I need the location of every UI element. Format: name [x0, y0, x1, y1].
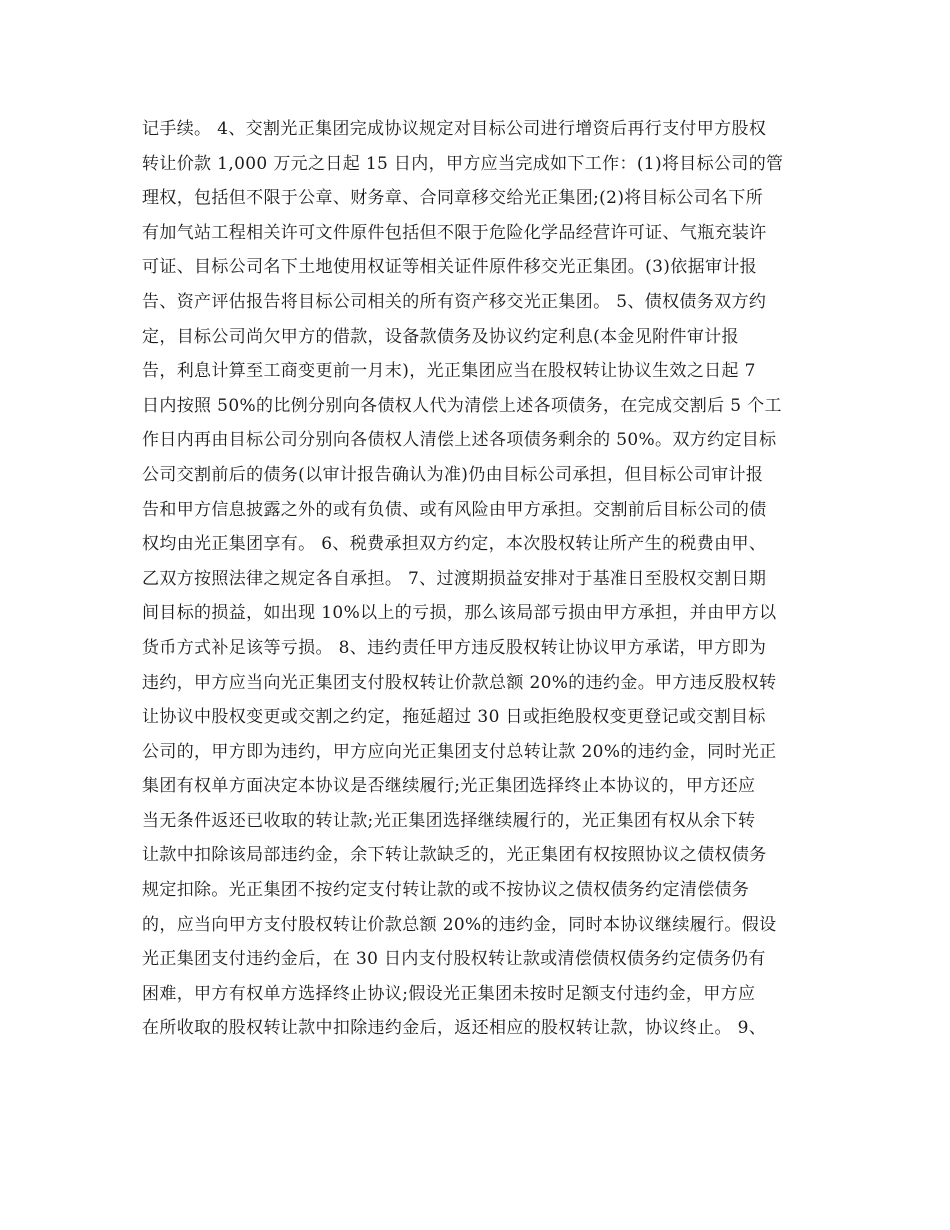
text-line: 光正集团支付违约金后，在 30 日内支付股权转让款或清偿债权债务约定债务仍有: [142, 949, 766, 970]
text-line: 记手续。 4、交割光正集团完成协议规定对目标公司进行增资后再行支付甲方股权: [142, 119, 767, 139]
text-line: 定，目标公司尚欠甲方的借款，设备款债务及协议约定利息(本金见附件审计报: [142, 326, 739, 347]
text-line: 转让价款 1,000 万元之日起 15 日内，甲方应当完成如下工作：(1)将目标公司的管: [142, 153, 784, 174]
text-line: 告、资产评估报告将目标公司相关的所有资产移交光正集团。 5、债权债务双方约: [142, 291, 767, 312]
text-line: 违约，甲方应当向光正集团支付股权转让价款总额 20%的违约金。甲方违反股权转: [142, 672, 777, 693]
text-line: 乙双方按照法律之规定各自承担。 7、过渡期损益安排对于基准日至股权交割日期: [142, 568, 767, 589]
text-line: 公司交割前后的债务(以审计报告确认为准)仍由目标公司承担，但目标公司审计报: [142, 464, 764, 485]
text-line: 货币方式补足该等亏损。 8、违约责任甲方违反股权转让协议甲方承诺，甲方即为: [142, 637, 767, 658]
text-line: 规定扣除。光正集团不按约定支付转让款的或不按协议之债权债务约定清偿债务: [142, 880, 750, 901]
text-line: 集团有权单方面决定本协议是否继续履行;光正集团选择终止本协议的，甲方还应: [142, 776, 756, 797]
text-line: 有加气站工程相关许可文件原件包括但不限于危险化学品经营许可证、气瓶充装许: [142, 222, 767, 243]
text-line: 作日内再由目标公司分别向各债权人清偿上述各项债务剩余的 50%。双方约定目标: [142, 430, 777, 451]
text-line: 权均由光正集团享有。 6、税费承担双方约定，本次股权转让所产生的税费由甲、: [142, 534, 767, 555]
text-line: 困难，甲方有权单方选择终止协议;假设光正集团未按时足额支付违约金，甲方应: [142, 983, 756, 1004]
text-line: 理权，包括但不限于公章、财务章、合同章移交给光正集团;(2)将目标公司名下所: [142, 188, 764, 209]
body-text: [142, 112, 822, 1046]
text-line: 的，应当向甲方支付股权转让价款总额 20%的违约金，同时本协议继续履行。假设: [142, 914, 777, 935]
text-line: 在所收取的股权转让款中扣除违约金后，返还相应的股权转让款，协议终止。 9、: [142, 1018, 767, 1039]
text-line: 公司的，甲方即为违约，甲方应向光正集团支付总转让款 20%的违约金，同时光正: [142, 741, 777, 762]
text-line: 可证、目标公司名下土地使用权证等相关证件原件移交光正集团。(3)依据审计报: [142, 257, 758, 278]
text-line: 让协议中股权变更或交割之约定，拖延超过 30 日或拒绝股权变更登记或交割目标: [142, 707, 766, 728]
text-line: 告和甲方信息披露之外的或有负债、或有风险由甲方承担。交割前后目标公司的债: [142, 499, 767, 520]
text-line: 让款中扣除该局部违约金，余下转让款缺乏的，光正集团有权按照协议之债权债务: [142, 845, 767, 866]
text-line: 告，利息计算至工商变更前一月末)，光正集团应当在股权转让协议生效之日起 7: [142, 361, 756, 382]
text-line: 间目标的损益，如出现 10%以上的亏损，那么该局部亏损由甲方承担，并由甲方以: [142, 603, 777, 624]
text-line: 日内按照 50%的比例分别向各债权人代为清偿上述各项债务，在完成交割后 5 个工: [142, 395, 782, 416]
text-line: 当无条件返还已收取的转让款;光正集团选择继续履行的，光正集团有权从余下转: [142, 810, 756, 831]
